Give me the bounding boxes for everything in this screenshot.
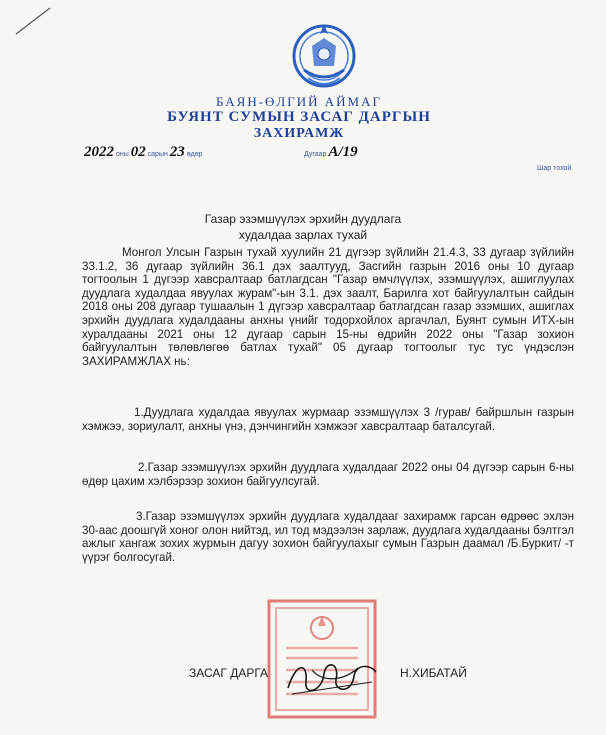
pen-mark bbox=[14, 6, 54, 36]
number-label: Дугаар bbox=[304, 151, 327, 158]
document-type: ЗАХИРАМЖ bbox=[253, 126, 345, 141]
month-label: сарын bbox=[147, 151, 168, 158]
handwritten-signature-icon bbox=[282, 652, 382, 702]
document-title-line1: Газар эзэмшүүлэх эрхийн дуудлага bbox=[204, 212, 402, 226]
date-day: 23 bbox=[169, 144, 185, 160]
order-item-2: 2.Газар эзэмшүүлэх эрхийн дуудлага худалдааг 2022 оны 04 дүгээр сарын 6-ны өдөр цахим хэлбэрээр зохион байгуулсугай. bbox=[82, 461, 574, 488]
office-name: БУЯНТ СУМЫН ЗАСАГ ДАРГЫН bbox=[167, 109, 431, 125]
date-line bbox=[84, 144, 203, 161]
document-title-line2: худалдаа зарлах тухай bbox=[238, 228, 368, 242]
order-item-3: 3.Газар эзэмшүүлэх эрхийн дуудлага худалдааг захирамж гарсан өдрөөс эхлэн 30-аас доошгүй хоног олон нийтэд, ил тод мэдээлэн зарлаж, дуудлага худалдааны бэлтгэл ажлыг хангаж зохих журмын дагуу зохион байгуулахыг сумын Газрын даамал /Б.Буркит/ -т үүрэг болгосугай. bbox=[82, 510, 574, 564]
year-label: оны bbox=[115, 151, 129, 158]
order-item-1: 1.Дуудлага худалдаа явуулах журмаар эзэмшүүлэх 3 /гурав/ байршлын газрын хэмжээ, зориулалт, анхны үнэ, дэнчингийн хэмжээг хавсралтаар баталсугай. bbox=[82, 406, 574, 433]
number-line bbox=[304, 144, 358, 161]
place-name: Шар тохой bbox=[537, 165, 572, 172]
document-number: А/19 bbox=[328, 144, 358, 160]
date-year: 2022 bbox=[84, 144, 114, 160]
signatory-title: ЗАСАГ ДАРГА bbox=[189, 666, 269, 680]
day-label: өдөр bbox=[186, 151, 203, 158]
state-emblem-icon bbox=[290, 18, 358, 92]
signatory-name: Н.ХИБАТАЙ bbox=[400, 666, 467, 680]
aimag-name: БАЯН-ӨЛГИЙ АЙМАГ bbox=[215, 94, 383, 109]
preamble-paragraph: Монгол Улсын Газрын тухай хуулийн 21 дүгээр зүйлийн 21.4.3, 33 дугаар зүйлийн 33.1.2, 36 дугаар зүйлийн 36.1 дэх заалтууд, Засгийн газрын 2016 оны 10 дугаар тогтоолын 1 дүгээр хавсралтаар батлагдсан "Газар өмчлүүлэх, эзэмшүүлэх, ашиглуулах дуудлага худалдаа явуулах журам"-ын 3.1. дэх заалт, Барилга хот байгуулалтын сайдын 2018 оны 208 дугаар тушаалын 1 дүгээр хавсралтаар батлагдсан газар эзэмших, ашиглах эрхийн дуудлага худалдааны анхны үнийг тодорхойлох аргачлал, Буянт сумын ИТХ-ын хуралдааны 2021 оны 12 дугаар сарын 15-ны өдрийн 2022 оны "Газар зохион байгуулалтын төлөвлөгөө батлах тухай" 05 дугаар тогтоолыг тус тус үндэслэн ЗАХИРАМЖЛАХ нь: bbox=[82, 246, 574, 368]
date-month: 02 bbox=[130, 144, 146, 160]
